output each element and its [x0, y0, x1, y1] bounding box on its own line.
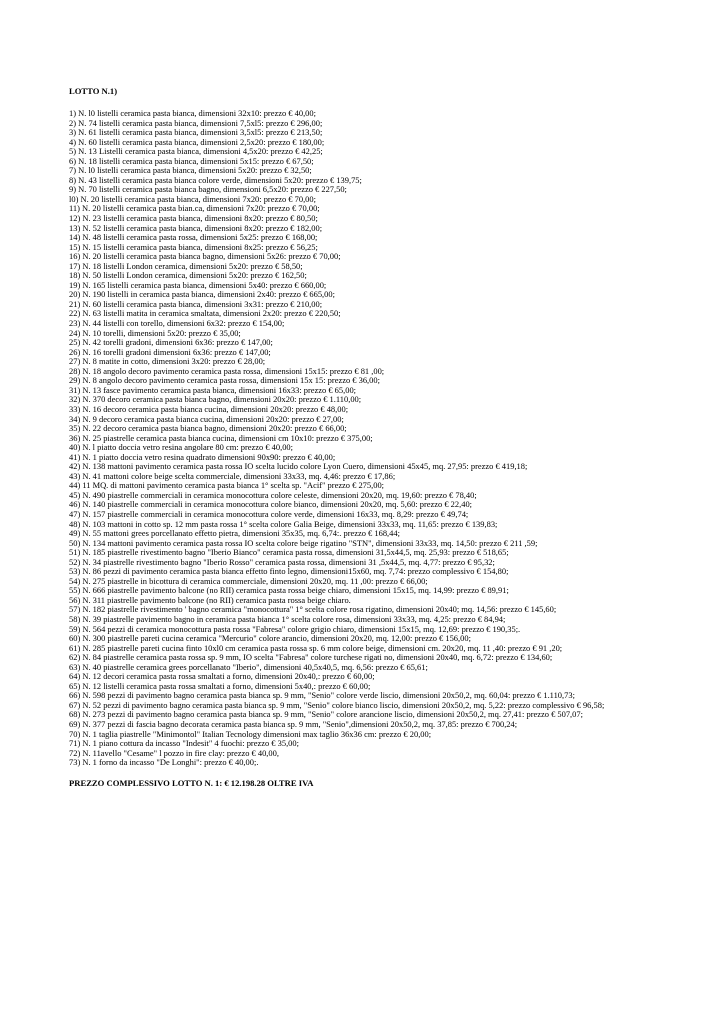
list-item: 63) N. 40 piastrelle ceramica grees porcellanato "Iberio", dimensioni 40,5x40,5, mq. 6,56: prezzo € 65,61; — [69, 661, 428, 672]
list-item: 7) N. l0 listelli ceramica pasta bianca, dimensioni 5x20: prezzo € 32,50; — [69, 165, 312, 176]
list-item: 2) N. 74 listelli ceramica pasta bianca, dimensioni 7,5xl5: prezzo € 296,00; — [69, 117, 323, 128]
list-item: 27) N. 8 matite in cotto, dimensioni 3x20: prezzo € 28,00; — [69, 356, 266, 367]
list-item: 70) N. 1 taglia piastrelle "Minimontol" Italian Tecnology dimensioni max taglio 36x36 cm: prezzo € 20,00; — [69, 728, 432, 739]
list-item: 51) N. 185 piastrelle rivestimento bagno "Iberio Bianco" ceramica pasta rossa, dimensioni 31,5x44,5, mq. 25,93: prezzo € 518,65; — [69, 547, 509, 558]
list-item: 5) N. 13 Listelli ceramica pasta bianca, dimensioni 4,5x20: prezzo € 42,25; — [69, 146, 323, 157]
list-item: 23) N. 44 listelli con torello, dimensioni 6x32: prezzo € 154,00; — [69, 318, 285, 329]
list-item: 33) N. 16 decoro ceramica pasta bianca cucina, dimensioni 20x20: prezzo € 48,00; — [69, 403, 349, 414]
list-item: 26) N. 16 torelli gradoni dimensioni 6x36: prezzo € 147,00; — [69, 346, 271, 357]
list-item: 12) N. 23 listelli ceramica pasta bianca, dimensioni 8x20: prezzo € 80,50; — [69, 213, 318, 224]
list-item: 24) N. 10 torelli, dimensioni 5x20: prezzo € 35,00; — [69, 327, 241, 338]
list-item: 19) N. 165 listelli ceramica pasta bianca, dimensioni 5x40: prezzo € 660,00; — [69, 279, 327, 290]
list-item: 34) N. 9 decoro ceramica pasta bianca cucina, dimensioni 20x20: prezzo € 27,00; — [69, 413, 344, 424]
list-item: 55) N. 666 piastrelle pavimento balcone (no RII) ceramica pasta rossa beige chiaro, dimensioni 15x15, mq. 14,99: prezzo € 89,91; — [69, 585, 509, 596]
list-item: 29) N. 8 angolo decoro pavimento ceramica pasta rossa, dimensioni 15x 15: prezzo € 36,00; — [69, 375, 380, 386]
list-item: 8) N. 43 listelli ceramica pasta bianca colore verde, dimensioni 5x20: prezzo € 139,75; — [69, 174, 362, 185]
list-item: 72) N. 11avello "Cesame" l pozzo in fire clay: prezzo € 40,00, — [69, 747, 279, 758]
list-item: 59) N. 564 pezzi di ceramica monocottura pasta rossa "Fabresa" colore grigio chiaro, dimensioni 15x15, mq. 12,69: prezzo € 190,35;. — [69, 623, 521, 634]
list-item: 65) N. 12 listelli ceramica pasta rossa smaltati a forno, dimensioni 5x40,: prezzo € 60,00; — [69, 680, 371, 691]
list-item: 1) N. l0 listelli ceramica pasta bianca, dimensioni 32x10: prezzo € 40,00; — [69, 108, 316, 118]
list-item: 66) N. 598 pezzi di pavimento bagno ceramica pasta bianca sp. 9 mm, "Senio" colore verde liscio, dimensioni 20x50,2, mq. 60,04: prezzo € 1.110,73; — [69, 690, 575, 701]
list-item: 16) N. 20 listelli ceramica pasta bianca bagno, dimensioni 5x26: prezzo € 70,00; — [69, 251, 341, 262]
list-item: l0) N. 20 listelli ceramica pasta bianca, dimensioni 7x20: prezzo € 70,00; — [69, 193, 316, 204]
list-item: 67) N. 52 pezzi di pavimento bagno ceramica pasta bianca sp. 9 mm, "Senio" colore bianco liscio, dimensioni 20x50,2, mq. 5,22: prezzo complessivo € 96,58; — [69, 699, 605, 710]
list-item: 68) N. 273 pezzi di pavimento bagno ceramica pasta bianca sp. 9 mm, "Senio" colore arancione liscio, dimensioni 20x50,2, mq. 27,41: prezzo € 507,07; — [69, 709, 583, 720]
list-item: 71) N. 1 piano cottura da incasso "Indesit" 4 fuochi: prezzo € 35,00; — [69, 738, 299, 749]
list-item: 22) N. 63 listelli matita in ceramica smaltata, dimensioni 2x20: prezzo € 220,50; — [69, 308, 341, 319]
list-item: 17) N. 18 listelli London ceramica, dimensioni 5x20: prezzo € 58,50; — [69, 260, 303, 271]
list-item: 54) N. 275 piastrelle in bicottura di ceramica commerciale, dimensioni 20x20, mq. 11 ,00: prezzo € 66,00; — [69, 575, 428, 586]
list-item: 32) N. 370 decoro ceramica pasta bianca bagno, dimensioni 20x20: prezzo € 1.110,00; — [69, 394, 362, 405]
list-item: 52) N. 34 piastrelle rivestimento bagno "Iberio Rosso" ceramica pasta rossa, dimensioni 31 ,5x44,5, mq. 4,77: prezzo € 95,32; — [69, 556, 495, 567]
list-item: 3) N. 61 listelli ceramica pasta bianca, dimensioni 3,5xl5: prezzo € 213,50; — [69, 127, 323, 138]
list-item: 20) N. 190 listelli in ceramica pasta bianca, dimensioni 2x40: prezzo € 665,00; — [69, 289, 335, 300]
list-item: 28) N. 18 angolo decoro pavimento ceramica pasta rossa, dimensioni 15x15: prezzo € 81 ,00; — [69, 365, 385, 376]
list-item: 61) N. 285 piastrelle pareti cucina finto 10xl0 cm ceramica pasta rossa sp. 6 mm colore beige, dimensioni cm. 20x20, mq. 11 ,40: prezzo € 91 ,20; — [69, 642, 563, 653]
list-item: 14) N. 48 listelli ceramica pasta rossa, dimensioni 5x25: prezzo € 168,00; — [69, 232, 318, 243]
list-item: 21) N. 60 listelli ceramica pasta bianca, dimensioni 3x31: prezzo € 210,00; — [69, 298, 323, 309]
list-item: 11) N. 20 listelli ceramica pasta bian.ca, dimensioni 7x20: prezzo € 70,00; — [69, 203, 320, 214]
list-item: 43) N. 41 mattoni colore beige scelta commerciale, dimensioni 33x33, mq. 4,46: prezzo € 17,86; — [69, 470, 396, 481]
list-item: 15) N. 15 listelli ceramica pasta bianca, dimensioni 8x25: prezzo € 56,25; — [69, 241, 318, 252]
list-item: 44) 11 MQ. di mattoni pavimento ceramica pasta bianca 1° scelta sp. "Acif" prezzo € 275,00; — [69, 480, 385, 491]
list-item: 40) N. l piatto doccia vetro resina angolare 80 cm: prezzo € 40,00; — [69, 442, 293, 453]
list-item: 41) N. 1 piatto doccia vetro resina quadrato dimensioni 90x90: prezzo € 40,00; — [69, 451, 336, 462]
list-item: 62) N. 84 piastrelle ceramica pasta rossa sp. 9 mm, IO scelta "Fabresa" colore turchese rigati no, dimensioni 20x40, mq. 6,72: prezzo € 134,60; — [69, 652, 553, 663]
list-item: 31) N. 13 fasce pavimento ceramica pasta bianca, dimensioni 16x33: prezzo € 65,00; — [69, 384, 357, 395]
document-page — [69, 86, 669, 788]
list-item: 60) N. 300 piastrelle pareti cucina ceramica "Mercurio" colore arancio, dimensioni 20x20, mq. 12,00: prezzo € 156,00; — [69, 633, 471, 644]
list-item: 57) N. 182 piastrelle rivestimento ' bagno ceramica "monocottura" 1° scelta colore rosa rigatino, dimensioni 20x40; mq. 14,56: prezzo € 145,60; — [69, 604, 557, 615]
list-item: 35) N. 22 decoro ceramica pasta bianca bagno, dimensioni 20x20: prezzo € 66,00; — [69, 423, 347, 434]
list-item: 36) N. 25 piastrelle ceramica pasta bianca cucina, dimensioni cm 10x10: prezzo € 375,00; — [69, 432, 373, 443]
list-item: 4) N. 60 listelli ceramica pasta bianca, dimensioni 2,5x20: prezzo € 180,00; — [69, 136, 325, 147]
item-list — [69, 109, 669, 768]
list-item: 56) N. 311 piastrelle pavimento balcone (no RII) ceramica pasta rossa beige chiaro. — [69, 594, 351, 605]
list-item: 50) N. 134 mattoni pavimento ceramica pasta rossa IO scelta colore beige rigatino "STN", dimensioni 33x33, mq. 14,50: prezzo € 211 ,59; — [69, 537, 538, 548]
list-item: 48) N. 103 mattoni in cotto sp. 12 mm pasta rossa 1° scelta colore Galia Beige, dimensioni 33x33, mq. 11,65: prezzo € 139,83; — [69, 518, 498, 529]
list-item: 58) N. 39 piastrelle pavimento bagno in ceramica pasta bianca 1° scelta colore rosa, dimensioni 33x33, mq. 4,25: prezzo € 84,94; — [69, 613, 506, 624]
list-item: 46) N. 140 piastrelle commerciali in ceramica monocottura colore bianco, dimensioni 20x20, mq. 5,60: prezzo € 22,40; — [69, 499, 473, 510]
list-item: 18) N. 50 listelli London ceramica, dimensioni 5x20: prezzo € 162,50; — [69, 270, 307, 281]
total-price: PREZZO COMPLESSIVO LOTTO N. 1: € 12.198.28 OLTRE IVA — [69, 777, 314, 788]
list-item: 64) N. 12 decori ceramica pasta rossa smaltati a forno, dimensioni 20x40,: prezzo € 60,00; — [69, 671, 375, 682]
list-item: 47) N. 157 piastrelle commerciali in ceramica monocottura colore verde, dimensioni 16x33, mq. 8,29: prezzo € 49,74; — [69, 508, 469, 519]
list-item: 73) N. 1 forno da incasso "De Longhi": prezzo € 40,00;. — [69, 757, 259, 768]
list-item: 53) N. 86 pezzi di pavimento ceramica pasta bianca effetto finto legno, dimensioni15x60, mq. 7,74: prezzo complessivo € 154,80; — [69, 566, 509, 577]
list-item: 13) N. 52 listelli ceramica pasta bianca, dimensioni 8x20: prezzo € 182,00; — [69, 222, 323, 233]
list-item: 45) N. 490 piastrelle commerciali in ceramica monocottura colore celeste, dimensioni 20x20, mq. 19,60: prezzo € 78,40; — [69, 489, 477, 500]
list-item: 25) N. 42 torelli gradoni, dimensioni 6x36: prezzo € 147,00; — [69, 337, 273, 348]
list-item: 6) N. 18 listelli ceramica pasta bianca, dimensioni 5x15: prezzo € 67,50; — [69, 155, 314, 166]
list-item: 69) N. 377 pezzi di fascia bagno decorata ceramica pasta bianca sp. 9 mm, "Senio",dimensioni 20x50,2, mq. 37,85: prezzo € 700,24; — [69, 719, 518, 729]
list-item: 42) N. 138 mattoni pavimento ceramica pasta rossa IO scelta lucido colore Lyon Cuero, dimensioni 45x45, mq. 27,95: prezzo € 419,18; — [69, 461, 528, 472]
list-item: 9) N. 70 listelli ceramica pasta bianca bagno, dimensioni 6,5x20: prezzo € 227,50; — [69, 184, 347, 195]
list-item: 49) N. 55 mattoni grees porcellanato effetto pietra, dimensioni 35x35, mq. 6,74:. prezzo € 168,44; — [69, 528, 400, 539]
lot-title: LOTTO N.1) — [69, 86, 118, 96]
